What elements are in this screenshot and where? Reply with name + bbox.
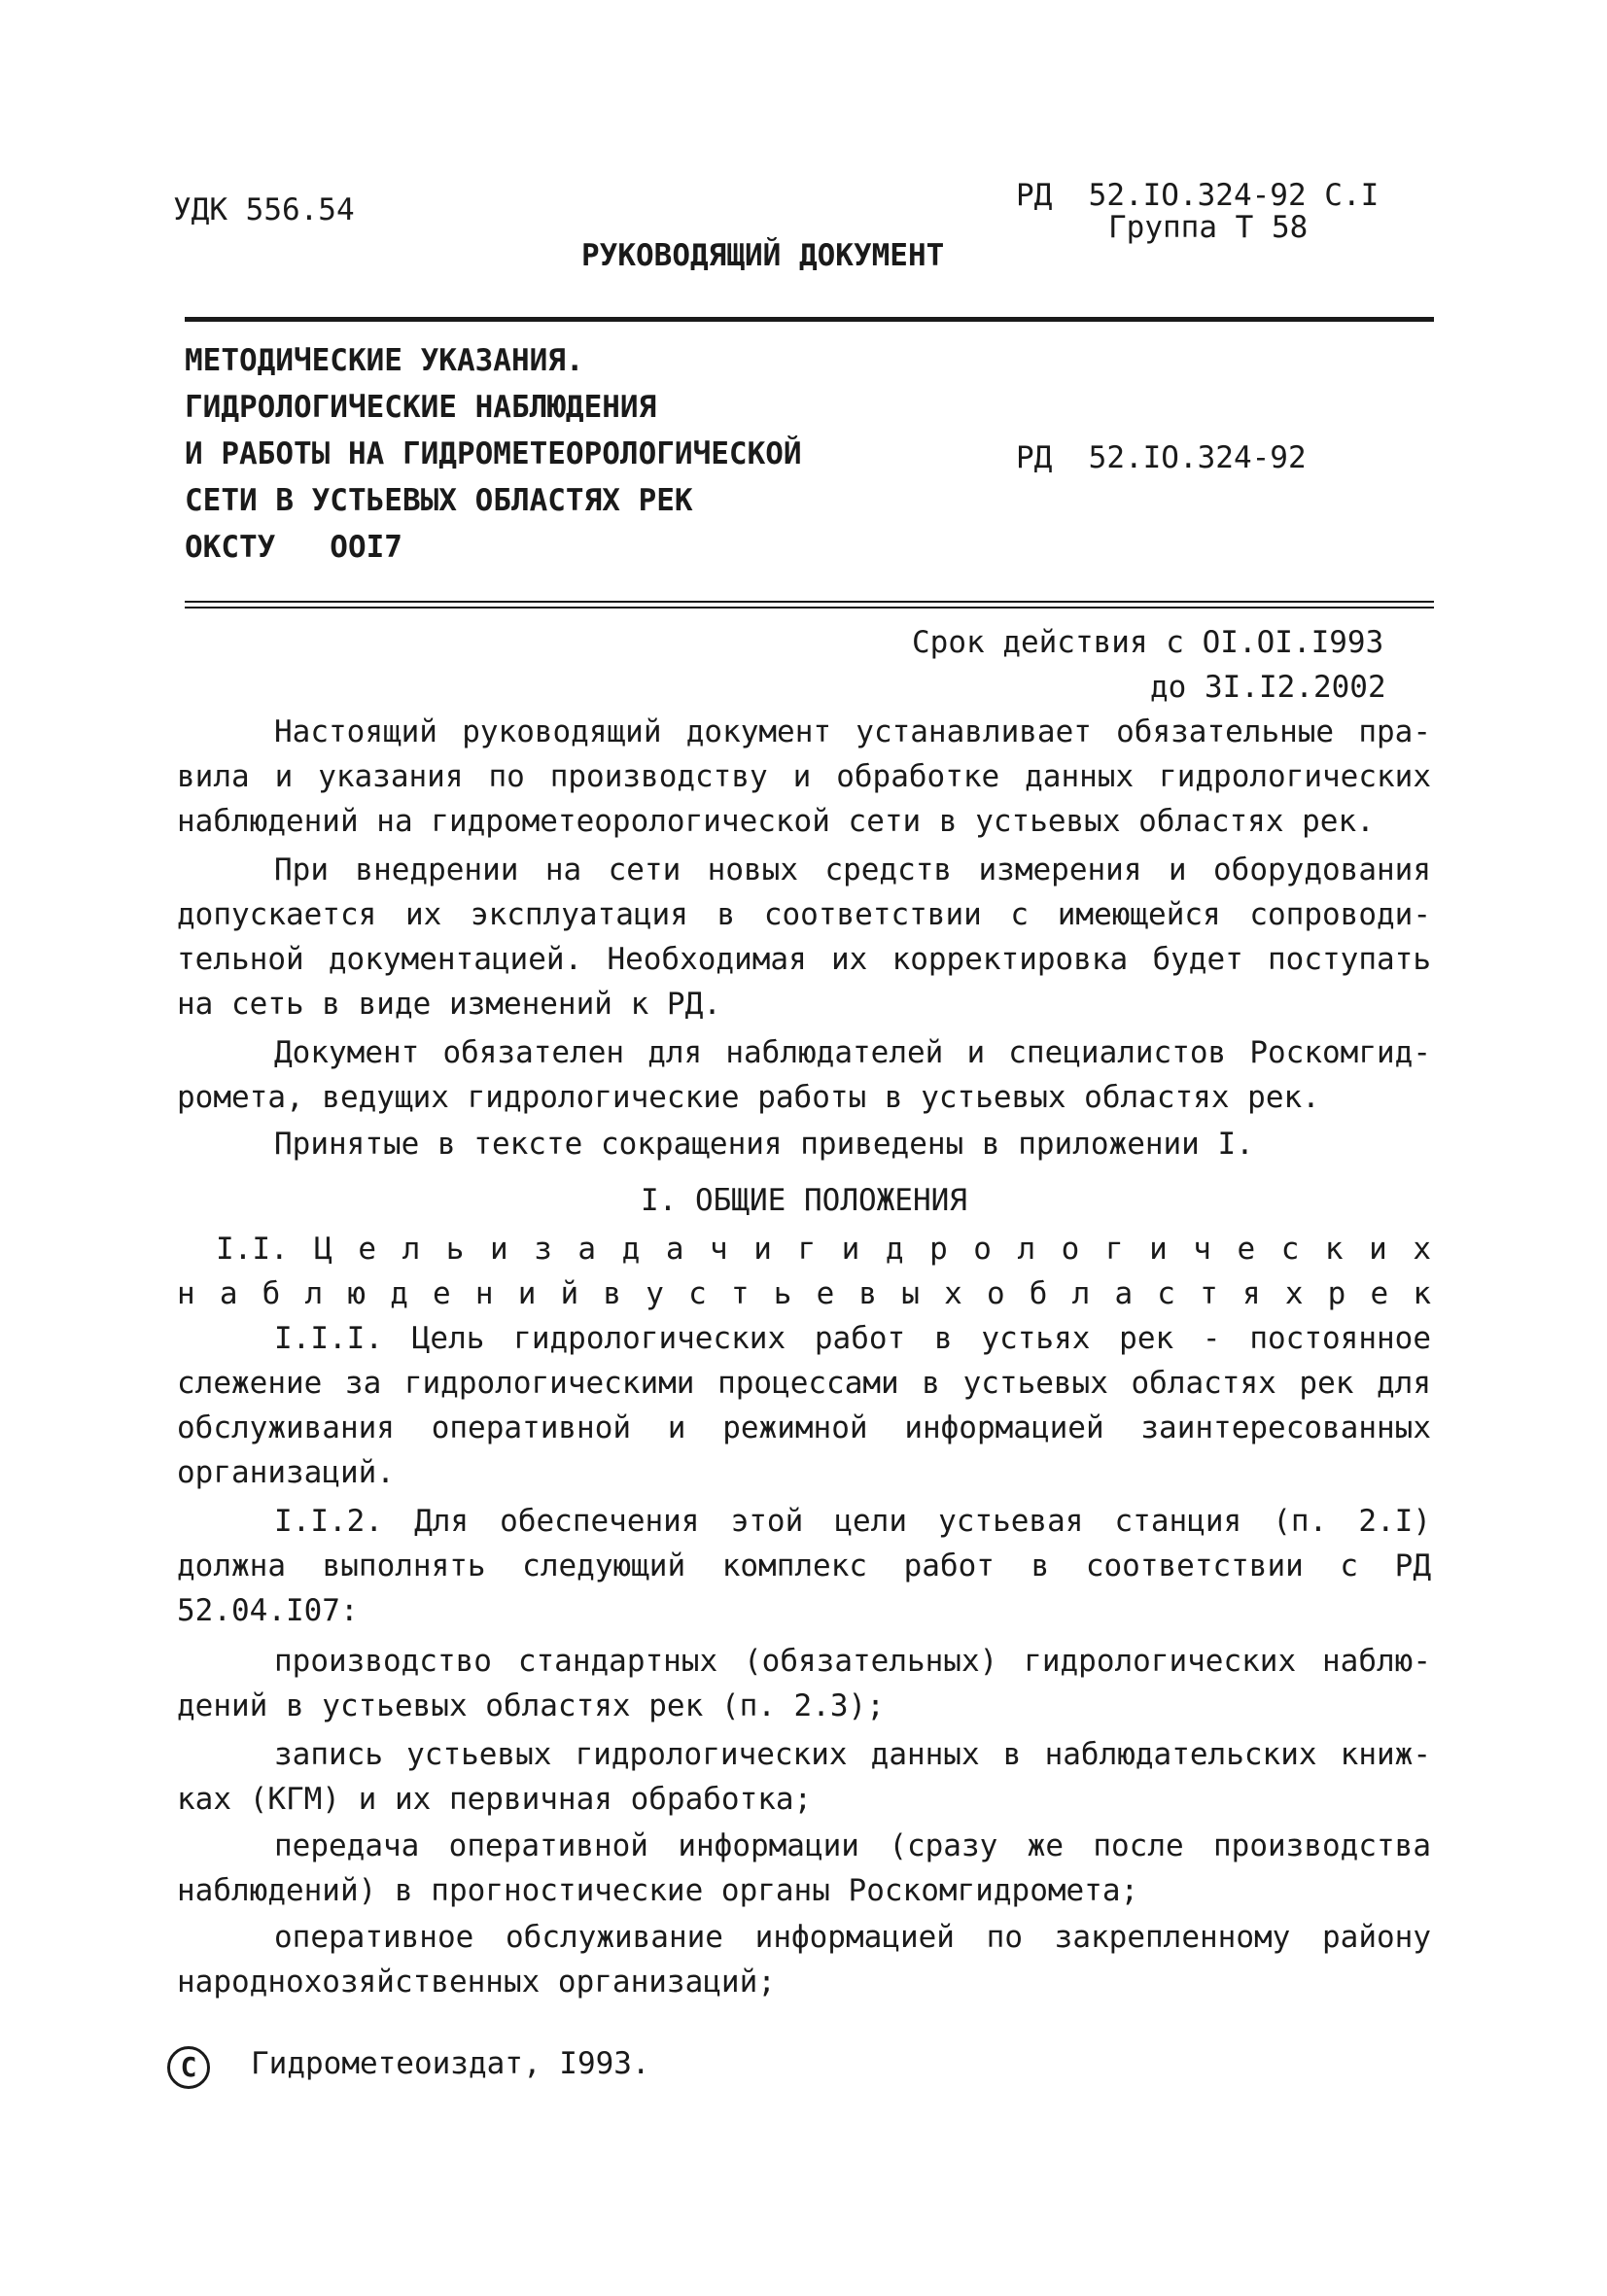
intro-paragraph-3: Документ обязателен для наблюдателей и специалистов Роскомгид- ромета, ведущих гидрологические работы в устьевых областях рек. [177,1035,1431,1115]
bottom-rule-2 [185,607,1434,609]
paragraph-1-1-2: I.I.2. Для обеспечения этой цели устьевая станция (п. 2.I) должна выполнять следующий комплекс работ в соответствии с РД 52.04.I07: [177,1504,1431,1628]
doc-code: РД 52.IO.324-92 [1016,440,1307,475]
copyright-icon: C [167,2046,210,2089]
title-line-4: СЕТИ В УСТЬЕВЫХ ОБЛАСТЯХ РЕК [185,483,693,518]
intro-paragraph-4: Принятые в тексте сокращения приведены в приложении I. [274,1127,1254,1162]
list-item: запись устьевых гидрологических данных в наблюдательских книж- ках (КГМ) и их первичная обработка; [177,1737,1431,1817]
paragraph-1-1-1: I.I.I. Цель гидрологических работ в устьях рек - постоянное слежение за гидрологическими процессами в устьевых областях рек для обслуживания оперативной и режимной информацией заинтересованных организаций. [177,1321,1431,1490]
publisher-line: Гидрометеоиздат, I993. [251,2046,650,2081]
intro-paragraph-2: При внедрении на сети новых средств измерения и оборудования допускается их эксплуатация в соответствии с имеющейся сопроводи- тельной документацией. Необходимая их корректировка будет поступать на сеть в виде изменений к РД. [177,852,1431,1022]
list-item: производство стандартных (обязательных) гидрологических наблю- дений в устьевых областях рек (п. 2.3); [177,1644,1431,1723]
list-item: передача оперативной информации (сразу же после производства наблюдений) в прогностические органы Роскомгидромета; [177,1828,1431,1908]
top-rule [185,317,1434,322]
udk-code: УДК 556.54 [173,192,355,227]
doc-code-top: РД 52.IO.324-92 С.I [1016,178,1380,213]
title-line-3: И РАБОТЫ НА ГИДРОМЕТЕОРОЛОГИЧЕСКОЙ [185,436,802,471]
title-line-1: МЕТОДИЧЕСКИЕ УКАЗАНИЯ. [185,343,584,378]
group-code: Группа Т 58 [1108,210,1309,245]
subsection-title-line-1: I.I. Ц е л ь и з а д а ч и г и д р о л о г и ч е с к и х [216,1232,1431,1267]
intro-paragraph-1: Настоящий руководящий документ устанавливает обязательные пра- вила и указания по производству и обработке данных гидрологических наблюдений на гидрометеорологической сети в устьевых областях рек. [177,714,1431,839]
validity-to: до 3I.I2.2002 [1150,670,1386,705]
section-title: I. ОБЩИЕ ПОЛОЖЕНИЯ [641,1183,967,1218]
list-item: оперативное обслуживание информацией по закрепленному району народнохозяйственных организаций; [177,1920,1431,2000]
doc-type-heading: РУКОВОДЯЩИЙ ДОКУМЕНТ [581,238,945,273]
title-line-5: ОКСТУ OOI7 [185,530,402,565]
bottom-rule [185,601,1434,603]
subsection-title-line-2: н а б л ю д е н и й в у с т ь е в ы х о б л а с т я х р е к [177,1276,1431,1311]
validity-from: Срок действия с OI.OI.I993 [912,625,1384,660]
title-line-2: ГИДРОЛОГИЧЕСКИЕ НАБЛЮДЕНИЯ [185,390,657,425]
